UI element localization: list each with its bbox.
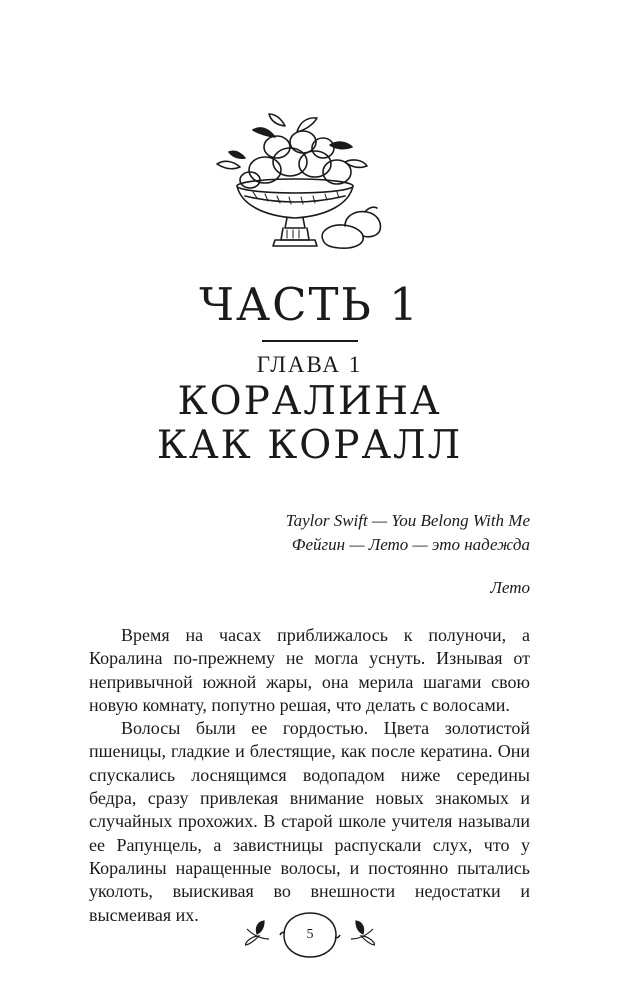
epigraph-line: Taylor Swift — You Belong With Me — [285, 511, 530, 530]
part-divider — [262, 340, 358, 342]
page-number: 5 — [306, 927, 314, 942]
page-footer — [245, 905, 375, 965]
leaf-sprig-icon — [349, 919, 375, 949]
fruit-bowl-illustration — [205, 112, 385, 257]
chapter-title — [0, 380, 619, 468]
paragraph: Время на часах приближалось к полуночи, а Коралина по-прежнему не могла уснуть. Изнывая от непривычной южной жары, она мерила шагами свою новую комнату, попутно решая, что делать с волосами. — [89, 625, 530, 715]
chapter-label: ГЛАВА 1 — [256, 352, 363, 377]
part-title: ЧАСТЬ 1 — [199, 278, 420, 331]
epigraph-line: Фейгин — Лето — это надежда — [291, 535, 530, 554]
section-name: Лето — [490, 578, 530, 597]
chapter-title-line: КОРАЛИНА — [177, 379, 442, 424]
body-text — [89, 624, 530, 927]
paragraph: Волосы были ее гордостью. Цвета золотистой пшеницы, гладкие и блестящие, как после кератина. Они спускались лоснящимся водопадом ниже середины бедра, сразу привлекая внимание новых знакомых и случайных прохожих. В старой школе учителя называли ее Рапунцель, а завистницы распускали слух, что у Коралины наращенные волосы, и постоянно пытались уколоть, выискивая во внешности недостатки и высмеивая их. — [89, 718, 530, 925]
epigraph — [286, 509, 530, 557]
chapter-title-line: КАК КОРАЛЛ — [156, 423, 463, 468]
